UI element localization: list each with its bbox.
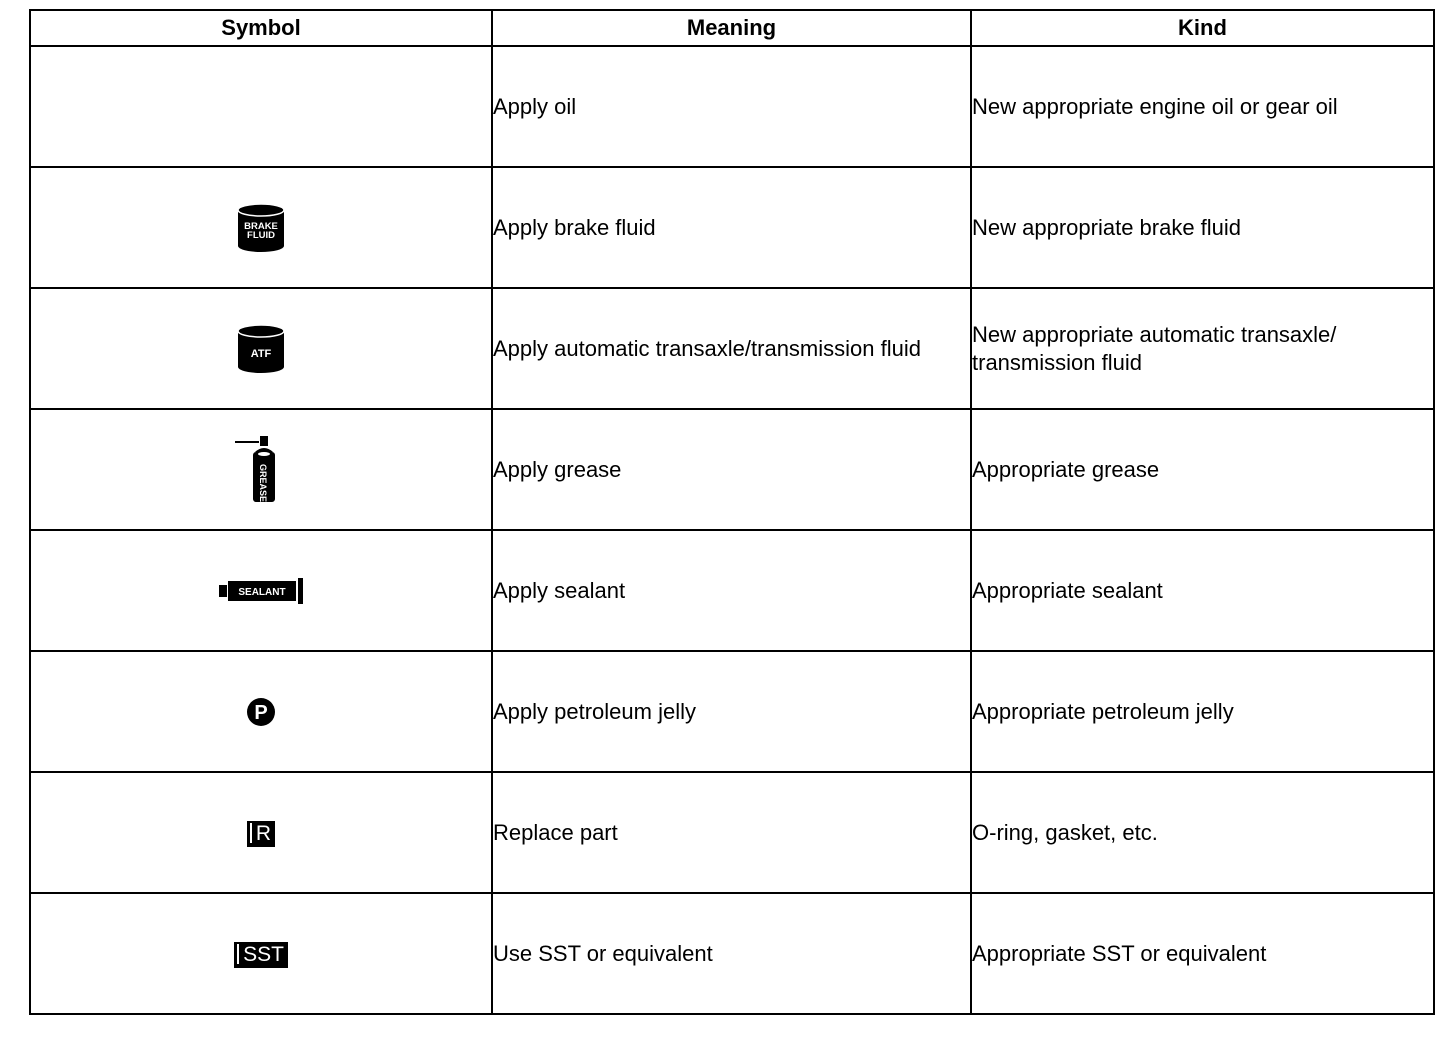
petroleum-jelly-p-icon — [245, 696, 277, 728]
meaning-cell: Apply grease — [492, 409, 971, 530]
kind-cell: Appropriate grease — [971, 409, 1434, 530]
grease-spray-can-icon — [233, 434, 289, 506]
column-header-symbol: Symbol — [30, 10, 492, 46]
symbol-cell — [30, 772, 492, 893]
table-row — [30, 651, 1434, 772]
replace-part-badge-label: R — [255, 821, 272, 845]
petroleum-jelly-label: P — [254, 701, 268, 724]
table-row — [30, 409, 1434, 530]
kind-cell: New appropriate brake fluid — [971, 167, 1434, 288]
symbol-cell — [30, 288, 492, 409]
symbol-cell — [30, 893, 492, 1014]
kind-cell: O-ring, gasket, etc. — [971, 772, 1434, 893]
meaning-cell: Apply automatic transaxle/transmission fluid — [492, 288, 971, 409]
table-row — [30, 530, 1434, 651]
replace-part-badge-icon — [247, 821, 275, 847]
symbol-cell — [30, 651, 492, 772]
table-header-row — [30, 10, 1434, 46]
brake-fluid-label-line1: BRAKE — [244, 220, 278, 232]
symbol-cell — [30, 409, 492, 530]
sealant-tube-icon — [218, 577, 304, 605]
symbol-legend-table — [29, 9, 1435, 1015]
kind-cell: New appropriate automatic transaxle/ transmission fluid — [971, 288, 1434, 409]
kind-cell: Appropriate petroleum jelly — [971, 651, 1434, 772]
atf-label: ATF — [250, 347, 272, 360]
table-row — [30, 772, 1434, 893]
column-header-meaning: Meaning — [492, 10, 971, 46]
kind-cell: Appropriate sealant — [971, 530, 1434, 651]
column-header-kind: Kind — [971, 10, 1434, 46]
meaning-cell: Apply brake fluid — [492, 167, 971, 288]
kind-cell: Appropriate SST or equivalent — [971, 893, 1434, 1014]
sst-badge-icon — [234, 942, 288, 968]
table-row — [30, 893, 1434, 1014]
table-row — [30, 167, 1434, 288]
brake-fluid-label-line2: FLUID — [247, 229, 275, 241]
meaning-cell: Apply oil — [492, 46, 971, 167]
sealant-label: SEALANT — [238, 587, 286, 599]
sst-badge-label: SST — [243, 942, 284, 966]
symbol-cell — [30, 167, 492, 288]
symbol-cell — [30, 530, 492, 651]
kind-cell: New appropriate engine oil or gear oil — [971, 46, 1434, 167]
meaning-cell: Replace part — [492, 772, 971, 893]
brake-fluid-can-icon — [236, 202, 286, 254]
grease-label: GREASE — [258, 463, 268, 502]
meaning-cell: Use SST or equivalent — [492, 893, 971, 1014]
meaning-cell: Apply petroleum jelly — [492, 651, 971, 772]
table-row — [30, 46, 1434, 167]
meaning-cell: Apply sealant — [492, 530, 971, 651]
table-row — [30, 288, 1434, 409]
symbol-cell-empty — [30, 46, 492, 167]
atf-can-icon — [236, 323, 286, 375]
